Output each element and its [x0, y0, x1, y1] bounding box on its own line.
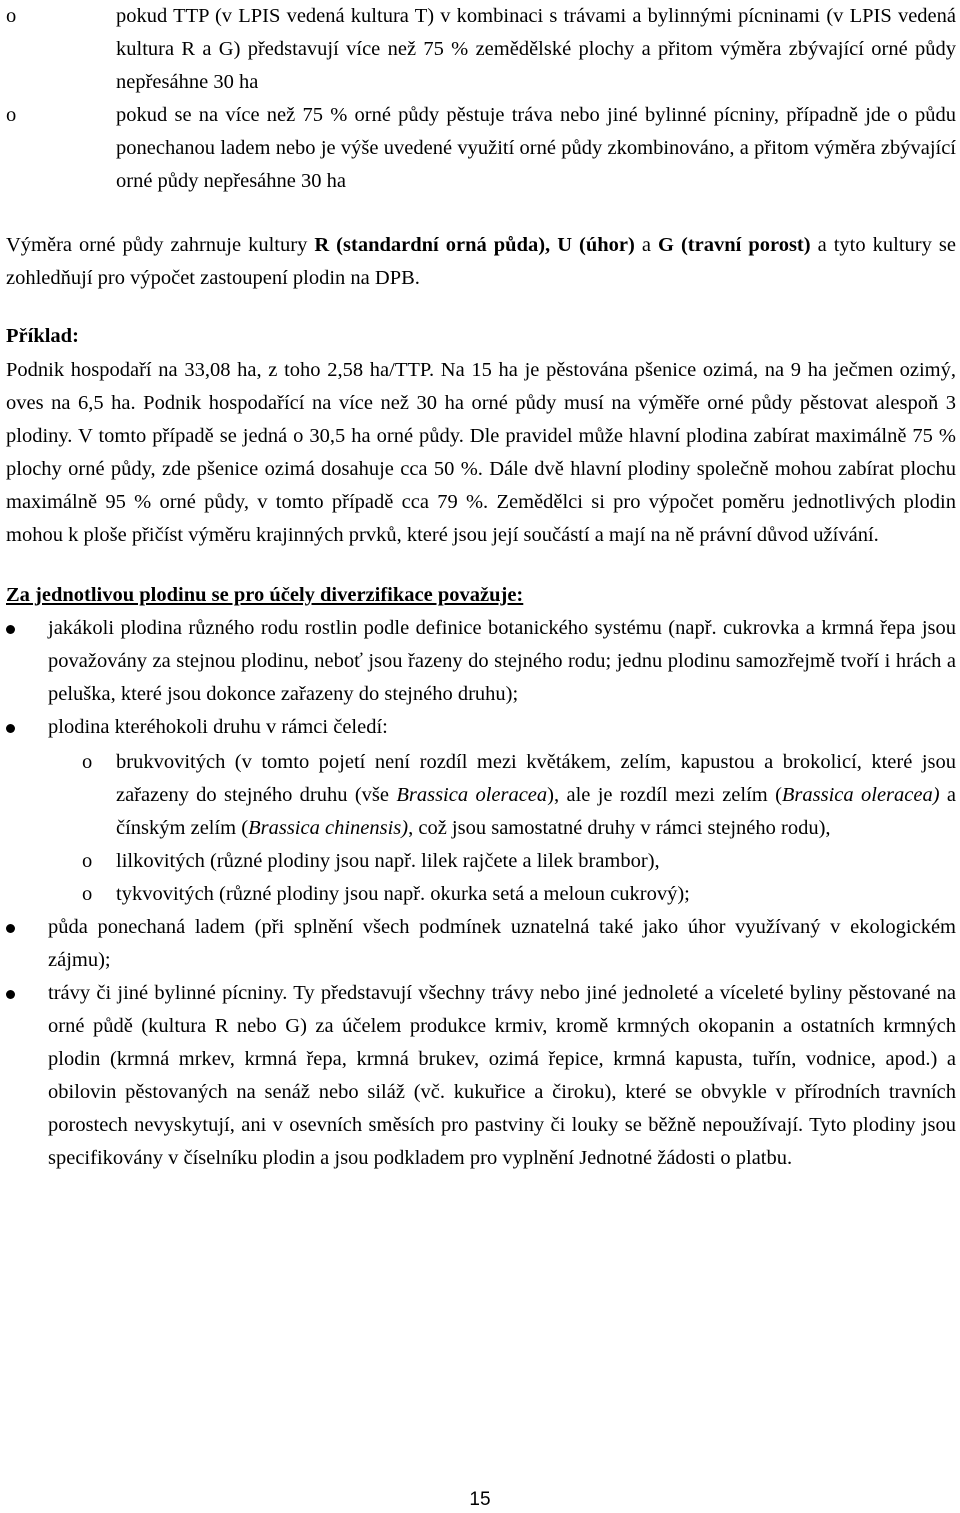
list-marker: o — [82, 751, 93, 773]
text-segment: a čínským zelím ( — [116, 784, 957, 839]
list-item-text: pokud TTP (v LPIS vedená kultura T) v kombinaci s trávami a bylinnými pícninami (v LPIS vedená kultura R a G) představují více než 75 % zemědělské plochy a přitom výměra zbývající orné půdy nepřesáhne 30 ha — [116, 5, 956, 93]
family-item-cucurbitaceae — [6, 878, 956, 911]
bullet-icon — [6, 625, 15, 634]
example-paragraph: Podnik hospodaří na 33,08 ha, z toho 2,58 ha/TTP. Na 15 ha je pěstována pšenice ozimá, na 9 ha ječmen ozimý, oves na 6,5 ha. Podnik hospodařící na více než 30 ha orné půdy musí na výměře orné půdy pěstovat alespoň 3 plodiny. V tomto případě se jedná o 30,5 ha orné půdy. Dle pravidel může hlavní plodina zabírat maximálně 75 % plochy orné půdy, zde pšenice ozimá dosahuje cca 50 %. Dále dvě hlavní plodiny společně mohou zabírat plochu maximálně 95 % orné půdy, v tomto případě cca 79 %. Zemědělci si pro výpočet poměru jednotlivých plodin mohou k ploše přičíst výměru krajinných prvků, které jsou její součástí a mají na ně právní důvod užívání. — [6, 359, 956, 546]
crop-list — [6, 612, 956, 1175]
top-list-item-2 — [6, 99, 956, 198]
list-item-text: trávy či jiné bylinné pícniny. Ty představují všechny trávy nebo jiné jednoleté a víceleté byliny pěstované na orné půdě (kultura R nebo G) za účelem produkce krmiv, kromě krmných okopanin a ostatních krmných plodin (krmná mrkev, krmná řepa, krmná brukev, ozimá řepice, krmná kapusta, tuřín, vodnice, apod.) a obilovin pěstovaných na senáž nebo siláž (vč. kukuřice a čiroku), které se obvykle v přírodních travních porostech nevyskytují, ani v osevních směsích pro pastviny či louky se běžně nepoužívají. Tyto plodiny jsou specifikovány v číselníku plodin a jsou podkladem pro vyplnění Jednotné žádosti o platbu. — [48, 982, 956, 1169]
italic-segment: Brassica oleracea) — [781, 784, 940, 806]
list-marker: o — [82, 850, 93, 872]
list-item-text: lilkovitých (různé plodiny jsou např. lilek rajčete a lilek brambor), — [116, 850, 660, 872]
bold-segment: R (standardní orná půda), U (úhor) — [314, 234, 635, 256]
text-segment: brukvovitých (v tomto pojetí není rozdíl mezi květákem, zelím, kapustou a brokolicí, které jsou zařazeny do stejného druhu (vše — [116, 751, 956, 806]
text-segment: a tyto kultury se zohledňují pro výpočet zastoupení plodin na DPB. — [6, 234, 956, 289]
bullet-icon — [6, 924, 15, 933]
crop-list-item-1 — [6, 612, 956, 711]
page-number: 15 — [469, 1489, 491, 1510]
bullet-icon — [6, 724, 15, 733]
family-item-brassicaceae — [6, 746, 956, 845]
text-segment: , což jsou samostatné druhy v rámci stejného rodu), — [408, 817, 831, 839]
list-marker: o — [82, 883, 93, 905]
list-item-text: plodina kteréhokoli druhu v rámci čeledí: — [48, 716, 388, 738]
list-item-text: pokud se na více než 75 % orné půdy pěstuje tráva nebo jiné bylinné pícniny, případně jde o půdu ponechanou ladem nebo je výše uvedené využití orné půdy zkombinováno, a přitom výměra zbývající orné půdy nepřesáhne 30 ha — [116, 104, 956, 192]
list-marker: o — [6, 5, 17, 27]
top-list-item-1 — [6, 0, 956, 99]
bold-segment: G (travní porost) — [657, 234, 811, 256]
italic-segment: Brassica oleracea — [396, 784, 548, 806]
crop-list-item-4 — [6, 977, 956, 1175]
list-item-text: tykvovitých (různé plodiny jsou např. okurka setá a meloun cukrový); — [116, 883, 690, 905]
example-heading: Příklad: — [6, 325, 79, 347]
text-segment: Výměra orné půdy zahrnuje kultury — [6, 234, 315, 256]
list-marker: o — [6, 104, 17, 126]
bullet-icon — [6, 990, 15, 999]
arable-land-paragraph — [6, 229, 956, 295]
list-item-text: jakákoli plodina různého rodu rostlin podle definice botanického systému (např. cukrovka a krmná řepa jsou považovány za stejnou plodinu, neboť jsou řazeny do stejného rodu; jednu plodinu samozřejmě tvoří i hrách a peluška, které jsou dokonce zařazeny do stejného druhu); — [48, 617, 956, 705]
italic-segment: Brassica chinensis) — [248, 817, 409, 839]
text-segment: a — [634, 234, 658, 256]
crop-list-item-3 — [6, 911, 956, 977]
family-item-solanaceae — [6, 845, 956, 878]
list-item-text: půda ponechaná ladem (při splnění všech podmínek uznatelná také jako úhor využívaný v ekologickém zájmu); — [48, 916, 956, 971]
crop-heading: Za jednotlivou plodinu se pro účely diverzifikace považuje: — [6, 584, 524, 606]
crop-list-item-2 — [6, 711, 956, 744]
document-page — [6, 0, 956, 1175]
text-segment: ), ale je rozdíl mezi zelím ( — [547, 784, 782, 806]
